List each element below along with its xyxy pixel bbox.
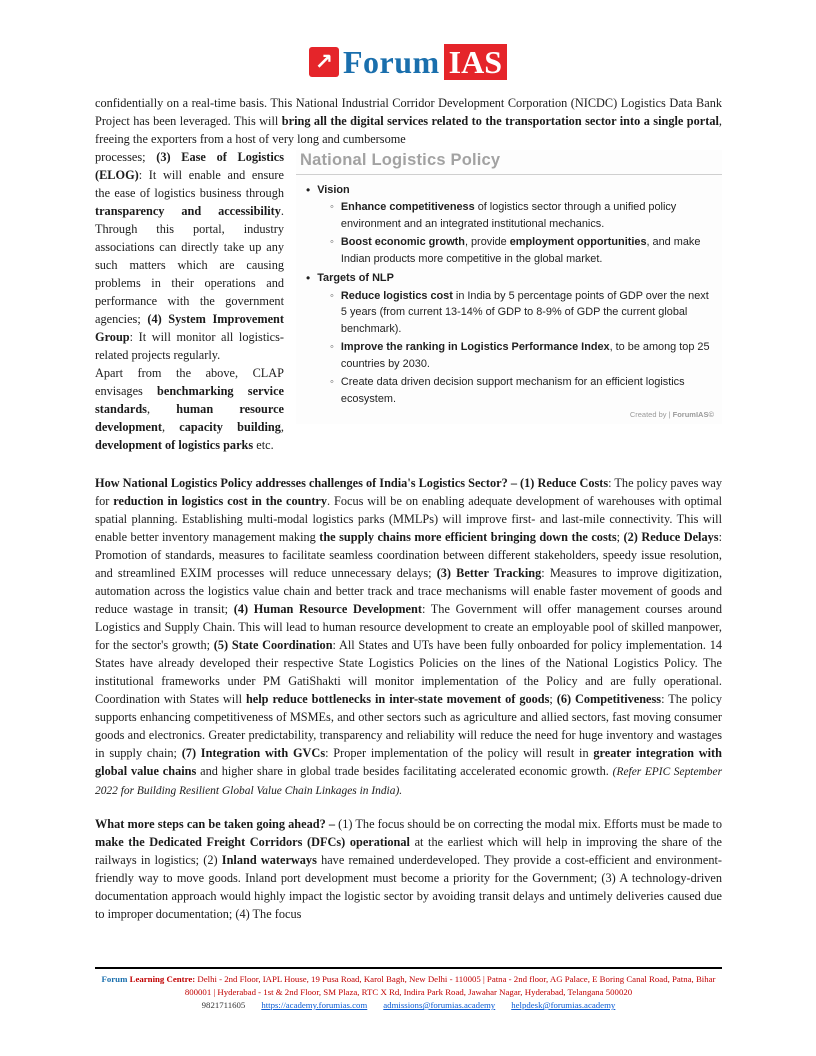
text-segment: . Focus will be on enabling adequate development of warehouses with optimal spatial planning. Establishing multi-modal logistics parks (MMLPs) will improve first- and last-mile connectivity. This will enable better inventory management making: [95, 494, 722, 544]
footer-links: [245, 1000, 615, 1010]
text-segment: (6) Competitiveness: [556, 692, 662, 706]
text-segment: ;: [549, 692, 557, 706]
infographic-sub-item: [330, 339, 714, 372]
circle-bullet-icon: ◦: [330, 236, 334, 248]
text-segment: bring all the digital services related to the transportation sector into a single portal: [281, 114, 719, 128]
text-segment: Apart from the above, CLAP envisages: [95, 366, 284, 398]
text-segment: at the earliest which will help in improving the share of the railways in logistics; (2): [95, 835, 723, 867]
infographic-title: National Logistics Policy: [296, 150, 722, 175]
footer-phone: 9821711605: [201, 1000, 246, 1010]
text-segment: transparency and accessibility: [95, 204, 281, 218]
text-segment: and higher share in global trade besides facilitating accelerated economic growth.: [196, 764, 613, 778]
text-segment: make the Dedicated Freight Corridors (DFCs) operational: [95, 835, 410, 849]
text-segment: (Refer EPIC September 2022 for Building Resilient Global Value Chain Linkages in India).: [95, 766, 723, 797]
paragraph-next-steps: [95, 815, 722, 923]
text-segment: ;: [616, 530, 624, 544]
text-segment: : Measures to improve digitization, automation across the logistics value chain and better track and trace mechanisms will enable faster movement of goods and reduce wastage in transit;: [95, 566, 723, 616]
text-segment: Reduce logistics cost: [340, 289, 453, 302]
footer-link[interactable]: admissions@forumias.academy: [383, 1000, 496, 1010]
text-segment: Vision: [317, 183, 350, 196]
paragraph-nicdc: [95, 94, 722, 148]
text-segment: have remained underdeveloped. They provide a cost-efficient and environment-friendly way to move goods. Inland port development must become a priority for the Government; (3) A technology-driven documentation approach would highly impact the logistic sector by avoiding transit delays and untimely deliveries caused due to improper documentation; (4) The focus: [95, 853, 722, 921]
circle-bullet-icon: ◦: [330, 289, 334, 302]
text-segment: (4) Human Resource Development: [233, 602, 422, 616]
text-segment: Targets of NLP: [317, 272, 394, 284]
text-segment: : It will monitor all logistics-related projects regularly.: [95, 330, 284, 362]
circle-bullet-icon: ◦: [330, 376, 334, 388]
text-segment: (1) The focus should be on correcting the modal mix. Efforts must be made to: [335, 817, 722, 831]
text-segment: : Promotion of standards, measures to facilitate seamless coordination between different stakeholders, speedy issue resolution, and streamlined EXIM processes will reduce unnecessary delays;: [95, 530, 722, 580]
text-segment: : All States and UTs have been fully onboarded for policy implementation. 14 States have already developed their respective State Logistics Policies on the lines of the National Logistics Policy. The institutional frameworks under PM GatiShakti will monitor implementation of the Policy and are fully operational. Coordination with States will: [95, 638, 722, 706]
logo-text-forum: Forum: [342, 44, 440, 80]
text-segment: etc.: [253, 438, 274, 452]
text-segment: help reduce bottlenecks in inter-state movement of goods: [245, 692, 550, 706]
text-segment: Create data driven decision support mechanism for an efficient logistics ecosystem.: [340, 376, 685, 405]
circle-bullet-icon: ◦: [330, 341, 334, 353]
document-body: [95, 94, 722, 923]
bullet-icon: •: [306, 271, 311, 285]
text-segment: What more steps can be taken going ahead? –: [95, 817, 336, 831]
text-segment: (7) Integration with GVCs: [181, 746, 326, 760]
text-segment: : The Government will offer management courses around Logistics and Supply Chain. This will lead to human resource development to create an employable pool of skilled manpower, for the sector's growth;: [95, 602, 722, 652]
bullet-icon: •: [306, 182, 311, 197]
page-footer: [95, 967, 722, 1012]
text-segment: (5) State Coordination: [213, 638, 333, 652]
text-segment: employment opportunities: [509, 236, 647, 248]
infographic-sub-item: [330, 234, 714, 267]
text-segment: (3) Better Tracking: [436, 566, 542, 580]
text-segment: Boost economic growth: [340, 236, 465, 248]
footer-address: [95, 973, 722, 999]
footer-link[interactable]: https://academy.forumias.com: [261, 1000, 368, 1010]
circle-bullet-icon: ◦: [330, 201, 334, 213]
text-segment: development of logistics parks: [95, 438, 254, 452]
text-segment: reduction in logistics cost in the country: [113, 494, 328, 508]
footer-link[interactable]: helpdesk@forumias.academy: [511, 1000, 616, 1010]
footer-contact: [95, 999, 722, 1012]
text-segment: (4) System Improvement Group: [95, 312, 284, 344]
text-segment: greater integration with global value chains: [95, 746, 722, 778]
text-segment: Enhance competitiveness: [340, 201, 475, 213]
infographic-sub-item: [330, 199, 714, 232]
infographic-credit: [296, 410, 722, 424]
text-segment: of logistics sector through a unified policy environment and an integrated institutional mechanics.: [340, 201, 677, 230]
text-segment: Improve the ranking in Logistics Performance Index: [340, 341, 610, 353]
text-segment: . Through this portal, industry associations can directly take up any such matters which are causing problems in their operations and performance with the government agencies;: [95, 204, 284, 326]
footer-address-text: Delhi - 2nd Floor, IAPL House, 19 Pusa Road, Karol Bagh, New Delhi - 110005 | Patna - 2nd floor, AG Palace, E Boring Canal Road, Patna, Bihar 800001 | Hyderabad - 1st & 2nd Floor, SM Plaza, RTC X Rd, Indira Park Road, Jawahar Nagar, Hyderabad, Telangana 500020: [184, 974, 716, 997]
text-segment: , freeing the exporters from a host of very long and cumbersome: [95, 114, 722, 146]
logo-arrow-icon: ↗: [309, 47, 339, 77]
text-segment: , to be among top 25 countries by 2030.: [340, 341, 710, 370]
text-segment: processes;: [95, 150, 157, 164]
infographic-bullet-item: [306, 182, 714, 268]
text-segment: (3) Ease of Logistics (ELOG): [95, 150, 284, 182]
text-segment: , and make Indian products more competitive in the global market.: [340, 236, 701, 265]
text-segment: benchmarking service standards: [95, 384, 284, 416]
logo-text-ias: IAS: [444, 44, 507, 80]
text-segment: capacity building: [179, 420, 281, 434]
text-segment: the supply chains more efficient bringing down the costs: [319, 530, 617, 544]
infographic-bullet-item: [306, 270, 714, 407]
paragraph-nlp-challenges: [95, 474, 722, 800]
text-segment: : The policy paves way for: [95, 476, 722, 508]
credit-brand: ForumIAS©: [672, 410, 714, 419]
footer-brand-forum: Forum: [101, 974, 128, 984]
text-segment: How National Logistics Policy addresses challenges of India's Logistics Sector? – (1) Reduce Costs: [95, 476, 609, 490]
text-segment: ,: [280, 420, 284, 434]
text-segment: : Proper implementation of the policy will result in: [325, 746, 594, 760]
text-segment: Inland waterways: [221, 853, 317, 867]
credit-prefix: Created by |: [629, 410, 673, 419]
text-segment: (2) Reduce Delays: [623, 530, 719, 544]
infographic-sub-item: [330, 288, 714, 338]
footer-brand-centre: Learning Centre:: [127, 974, 196, 984]
text-segment: : It will enable and ensure the ease of logistics business through: [95, 168, 284, 200]
text-segment: ,: [146, 402, 177, 416]
infographic-sub-item: [330, 374, 714, 407]
infographic-list: [296, 182, 722, 408]
text-segment: ,: [161, 420, 180, 434]
text-segment: , provide: [464, 236, 510, 248]
text-segment: confidentially on a real-time basis. This National Industrial Corridor Development Corporation (NICDC) Logistics Data Bank Project has been leveraged. This will: [95, 96, 722, 128]
text-segment: : The policy supports enhancing competitiveness of MSMEs, and other sectors such as agriculture and allied sectors, fast moving consumer goods and electronics. Greater predictability, transparency and reliability will reduce the need for huge inventory and wastages in supply chain;: [95, 692, 722, 760]
text-segment: in India by 5 percentage points of GDP over the next 5 years (from current 13-14% of GDP to 8-9% of GDP the current global benchmark).: [340, 289, 709, 335]
text-segment: human resource development: [95, 402, 284, 434]
wrap-block: [95, 148, 722, 454]
forumias-logo: [0, 0, 816, 80]
nlp-infographic: [296, 150, 722, 424]
